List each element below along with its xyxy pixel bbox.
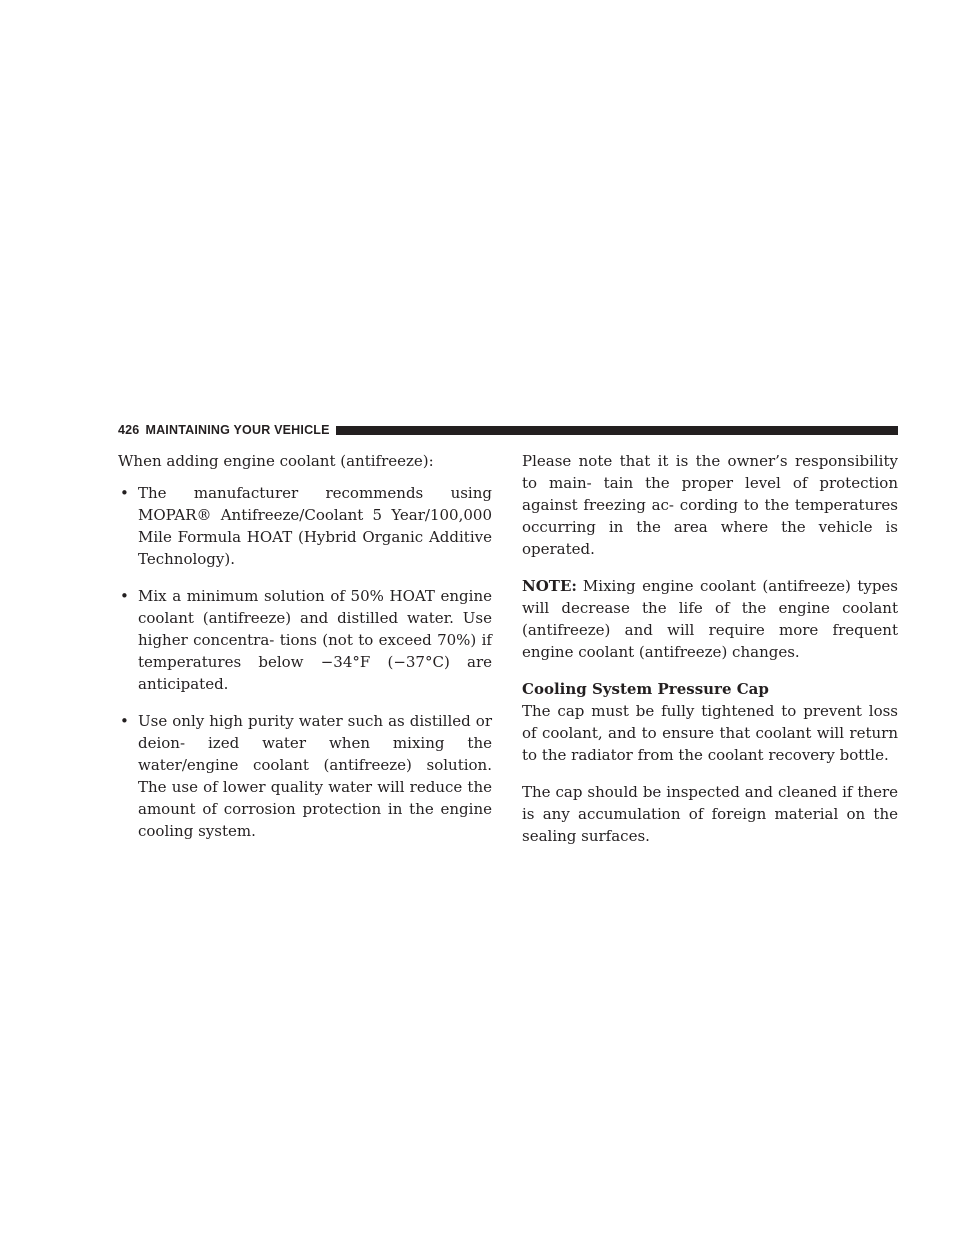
header-rule — [336, 426, 898, 435]
left-column — [118, 450, 492, 857]
bullet-icon: • — [120, 712, 129, 730]
list-item-text: The manufacturer recommends using MOPAR® Antifreeze/Coolant 5 Year/100,000 Mile Formula HOAT (Hybrid Organic Additive Technology). — [138, 484, 492, 568]
right-column — [522, 450, 898, 862]
page-header — [118, 420, 898, 440]
section-title: MAINTAINING YOUR VEHICLE — [145, 423, 330, 437]
list-item-text: Mix a minimum solution of 50% HOAT engine coolant (antifreeze) and distilled water. Use higher concentra- tions (not to exceed 70%) if temperatures below −34°F (−37°C) are anticipated. — [138, 587, 492, 693]
list-item — [118, 585, 492, 695]
note-text: Mixing engine coolant (antifreeze) types will decrease the life of the engine coolant (antifreeze) and will require more frequent engine coolant (antifreeze) changes. — [522, 577, 898, 661]
section-heading: Cooling System Pressure Cap — [522, 680, 769, 698]
note-label: NOTE: — [522, 577, 577, 595]
list-item — [118, 482, 492, 570]
coolant-tips-list — [118, 482, 492, 842]
responsibility-paragraph: Please note that it is the owner’s responsibility to main- tain the proper level of protection against freezing ac- cording to the temperatures occurring in the area where the vehicle is operated. — [522, 452, 898, 558]
intro-text: When adding engine coolant (antifreeze): — [118, 452, 434, 470]
page-number: 426 — [118, 423, 140, 437]
list-item — [118, 710, 492, 842]
inspection-paragraph: The cap should be inspected and cleaned if there is any accumulation of foreign material on the sealing surfaces. — [522, 783, 898, 845]
pressure-cap-paragraph: The cap must be fully tightened to prevent loss of coolant, and to ensure that coolant will return to the radiator from the coolant recovery bottle. — [522, 702, 898, 764]
note-paragraph — [522, 575, 898, 663]
bullet-icon: • — [120, 587, 129, 605]
bullet-icon: • — [120, 484, 129, 502]
list-item-text: Use only high purity water such as distilled or deion- ized water when mixing the water/engine coolant (antifreeze) solution. The use of lower quality water will reduce the amount of corrosion protection in the engine cooling system. — [138, 712, 492, 840]
